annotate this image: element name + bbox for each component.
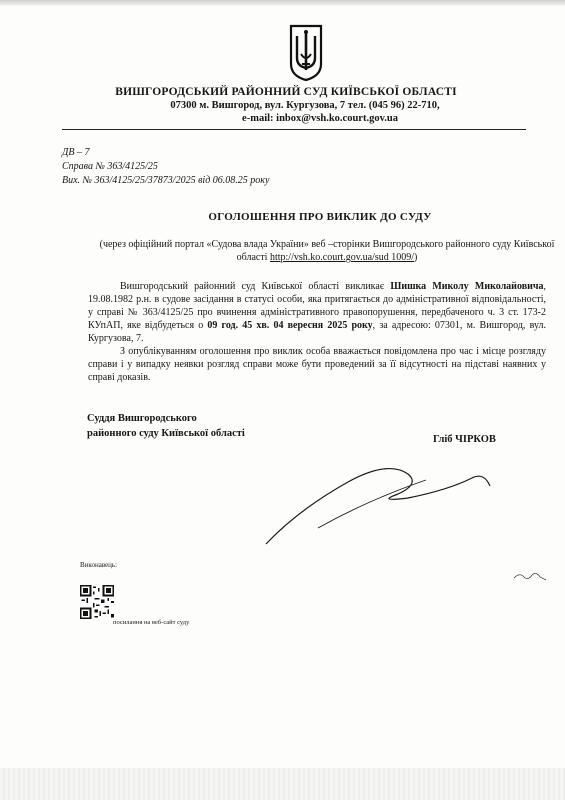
judge-title-line2: районного суду Київської області [87,428,245,439]
court-name: ВИШГОРОДСЬКИЙ РАЙОННИЙ СУД КИЇВСЬКОЇ ОБЛАСТІ [115,86,457,98]
portal-note [92,238,562,264]
executor-label: Виконавець: [80,561,118,569]
court-email: e-mail: inbox@vsh.ko.court.gov.ua [242,113,398,124]
judge-title [87,411,245,441]
summons-paragraph [88,280,546,345]
hearing-datetime: 09 год. 45 хв. 04 вересня 2025 року [207,320,373,331]
scan-edge-top [0,0,565,6]
margin-scribble-icon [512,568,548,584]
judge-name: Гліб ЧІРКОВ [433,434,496,445]
scan-edge-bottom [0,768,565,800]
court-website-link[interactable]: http://vsh.ko.court.gov.ua/sud 1009/ [269,252,415,263]
trident-emblem-icon [288,24,324,82]
notification-paragraph: З опублікуванням оголошення про виклик особа вважається повідомлена про час і місце розгляду справи і у випадку неявки розгляд справи може бути проведений за її відсутності на підставі наявних у справі доказів. [88,346,546,383]
judge-title-line1: Суддя Вишгородського [87,413,197,424]
notice-title: ОГОЛОШЕННЯ ПРО ВИКЛИК ДО СУДУ [208,211,432,223]
court-address: 07300 м. Вишгород, вул. Кургузова, 7 тел. (045 96) 22-710, [170,100,440,111]
header-divider [62,129,526,130]
outgoing-number: Вих. № 363/4125/25/37873/2025 від 06.08.25 року [62,175,270,186]
doc-code: ДВ – 7 [62,147,90,158]
summoned-person-name: Шишка Миколу Миколайовича [390,281,544,292]
handwritten-signature-icon [258,440,498,550]
qr-caption: посилання на веб-сайт суду [113,619,190,626]
qr-code-icon[interactable] [80,585,114,619]
portal-note-text: (через офіційний портал «Судова влада України» веб –сторінки Вишгородського районного суду Київської області [99,239,555,263]
summons-text-3: , за адресою: 07301, м. Вишгород, вул. Кургузова, 7. [88,320,546,344]
summons-text-1: Вишгородський районний суд Київської області викликає [120,281,391,292]
case-number: Справа № 363/4125/25 [62,161,158,172]
notice-body [88,280,546,384]
portal-note-end: ) [414,252,418,263]
summons-text-2: , 19.08.1982 р.н. в судове засідання в статусі особи, яка притягається до адміністративної відповідальності, у справі № 363/4125/25 про вчинення адміністративного правопорушення, передбаченого ч. 3 ст. 173-2 КУпАП, яке відбудеться о [88,281,546,331]
